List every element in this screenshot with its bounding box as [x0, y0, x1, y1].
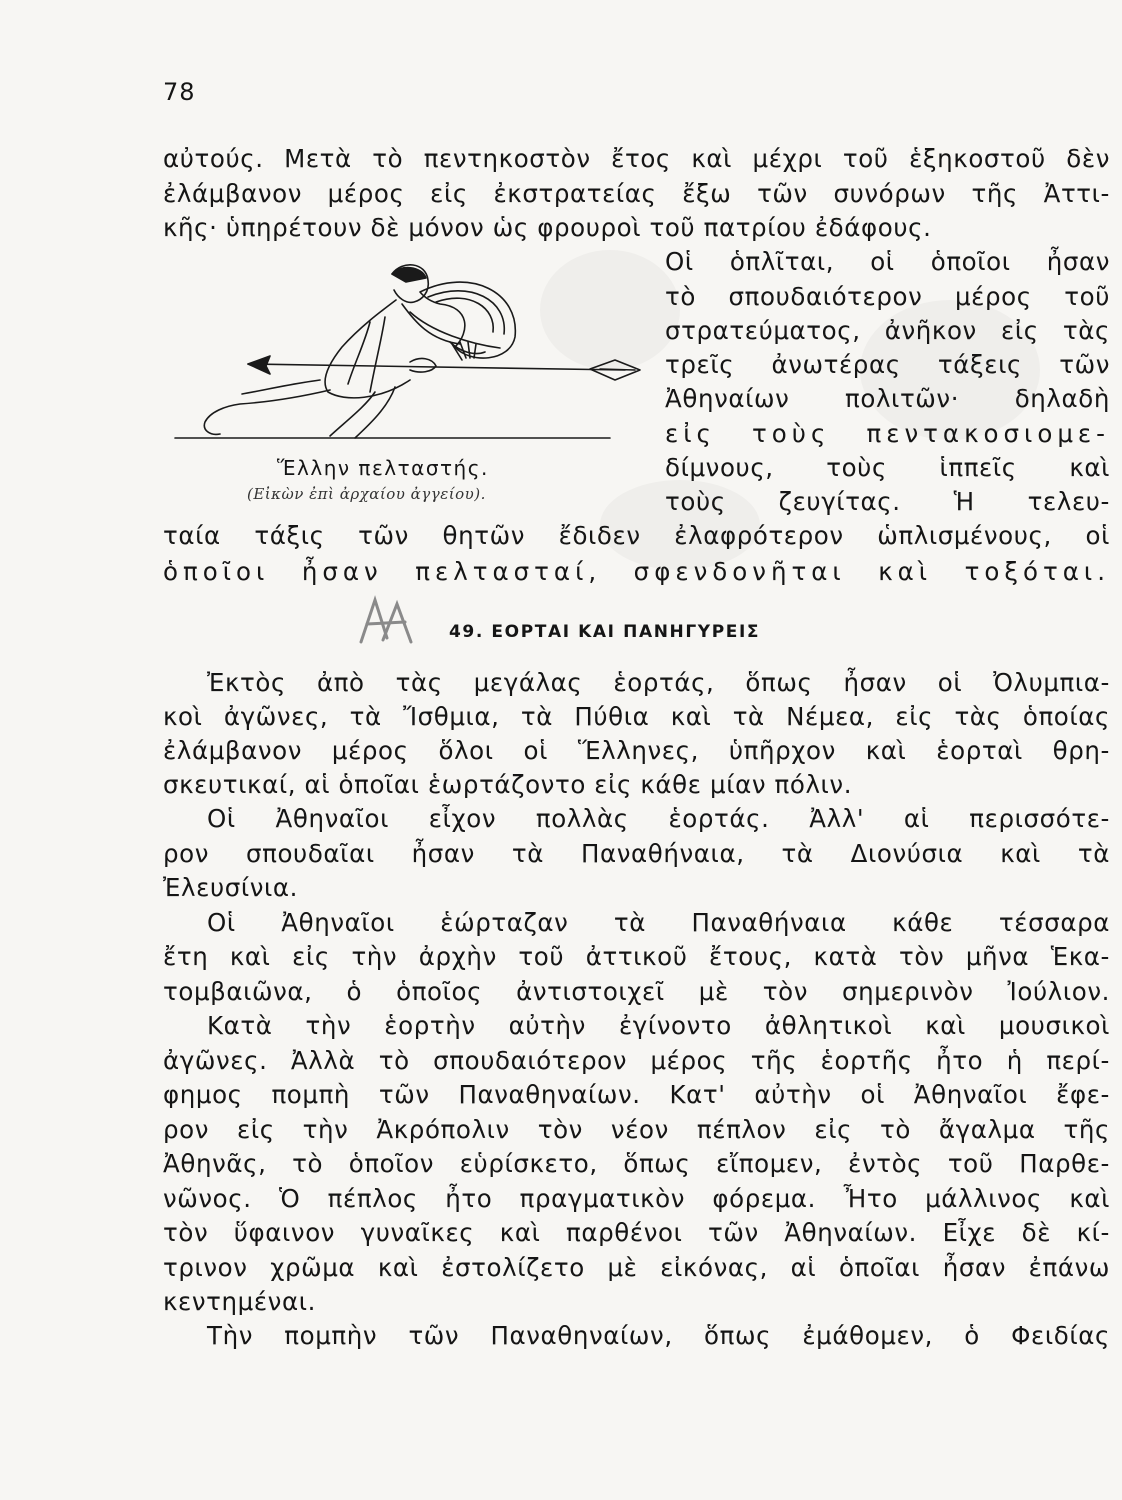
text-line: κεντημέναι.: [163, 1287, 316, 1316]
text-line: Ἀθηνᾶς, τὸ ὁποῖον εὑρίσκετο, ὅπως εἴπομεν, ἐντὸς τοῦ Παρθε-: [163, 1149, 1110, 1178]
text-line: φημος πομπὴ τῶν Παναθηναίων. Κατ' αὐτὴν οἱ Ἀθηναῖοι ἔφε-: [163, 1080, 1110, 1109]
text-line: ὁποῖοι ἦσαν πελτασταί, σφενδονῆται καὶ τοξόται.: [163, 557, 1110, 586]
side-text-line: δίμνους, τοὺς ἱππεῖς καὶ: [665, 453, 1110, 482]
side-text-line: τρεῖς ἀνωτέρας τάξεις τῶν: [665, 350, 1110, 379]
text-line: Κατὰ τὴν ἑορτὴν αὐτὴν ἐγίνοντο ἀθλητικοὶ καὶ μουσικοὶ: [207, 1011, 1110, 1040]
section-heading: 49. ΕΟΡΤΑΙ ΚΑΙ ΠΑΝΗΓΥΡΕΙΣ: [449, 622, 761, 642]
text-line: τρινον χρῶμα καὶ ἐστολίζετο μὲ εἰκόνας, αἱ ὁποῖαι ἦσαν ἐπάνω: [163, 1253, 1110, 1282]
text-line: Οἱ Ἀθηναῖοι εἶχον πολλὰς ἑορτάς. Ἀλλ' αἱ περισσότε-: [207, 804, 1110, 833]
side-text-line: Ἀθηναίων πολιτῶν· δηλαδὴ: [665, 384, 1110, 413]
side-text-line: τοὺς ζευγίτας. Ἡ τελευ-: [665, 487, 1110, 516]
text-line: Τὴν πομπὴν τῶν Παναθηναίων, ὅπως ἐμάθομεν, ὁ Φειδίας: [207, 1321, 1110, 1350]
text-line: Οἱ Ἀθηναῖοι ἑώρταζαν τὰ Παναθήναια κάθε τέσσαρα: [207, 908, 1110, 937]
text-line: νῶνος. Ὁ πέπλος ἦτο πραγματικὸν φόρεμα. Ἦτο μάλλινος καὶ: [163, 1184, 1110, 1213]
side-text-line: στρατεύματος, ἀνῆκον εἰς τὰς: [665, 316, 1110, 345]
text-line: σκευτικαί, αἱ ὁποῖαι ἑωρτάζοντο εἰς κάθε μίαν πόλιν.: [163, 770, 853, 799]
text-line: αὐτούς. Μετὰ τὸ πεντηκοστὸν ἔτος καὶ μέχρι τοῦ ἑξηκοστοῦ δὲν: [163, 144, 1110, 173]
figure-caption-source: (Εἰκὼν ἐπὶ ἀρχαίου ἀγγείου).: [247, 485, 486, 503]
text-line: ἐλάμβανον μέρος ὅλοι οἱ Ἕλληνες, ὑπῆρχον καὶ ἑορταὶ θρη-: [163, 736, 1110, 765]
text-line: ἔτη καὶ εἰς τὴν ἀρχὴν τοῦ ἀττικοῦ ἔτους, κατὰ τὸν μῆνα Ἑκα-: [163, 942, 1110, 971]
peltast-illustration: [170, 252, 650, 452]
text-line: κοὶ ἀγῶνες, τὰ Ἴσθμια, τὰ Πύθια καὶ τὰ Νέμεα, εἰς τὰς ὁποίας: [163, 702, 1110, 731]
side-text-line: εἰς τοὺς πεντακοσιομε-: [665, 419, 1110, 448]
text-line: ρον σπουδαῖαι ἦσαν τὰ Παναθήναια, τὰ Διονύσια καὶ τὰ: [163, 839, 1110, 868]
page-number: 78: [163, 78, 196, 106]
text-line: Ἐλευσίνια.: [163, 873, 299, 902]
text-line: ἀγῶνες. Ἀλλὰ τὸ σπουδαιότερον μέρος τῆς ἑορτῆς ἦτο ἡ περί-: [163, 1046, 1110, 1075]
text-line: ταία τάξις τῶν θητῶν ἔδιδεν ἐλαφρότερον ὡπλισμένους, οἱ: [163, 521, 1110, 550]
stamp-mark: [353, 592, 423, 652]
figure-caption-title: Ἕλλην πελταστής.: [277, 456, 489, 480]
side-text-line: τὸ σπουδαιότερον μέρος τοῦ: [665, 282, 1110, 311]
text-line: ἐλάμβανον μέρος εἰς ἐκστρατείας ἔξω τῶν συνόρων τῆς Ἀττι-: [163, 179, 1110, 208]
text-line: τὸν ὕφαινον γυναῖκες καὶ παρθένοι τῶν Ἀθηναίων. Εἶχε δὲ κί-: [163, 1218, 1110, 1247]
text-line: Ἐκτὸς ἀπὸ τὰς μεγάλας ἑορτάς, ὅπως ἦσαν οἱ Ὀλυμπια-: [207, 668, 1110, 697]
text-line: ρον εἰς τὴν Ἀκρόπολιν τὸν νέον πέπλον εἰς τὸ ἄγαλμα τῆς: [163, 1115, 1110, 1144]
text-line: τομβαιῶνα, ὁ ὁποῖος ἀντιστοιχεῖ μὲ τὸν σημερινὸν Ἰούλιον.: [163, 977, 1110, 1006]
side-text-line: Οἱ ὁπλῖται, οἱ ὁποῖοι ἦσαν: [665, 247, 1110, 276]
text-line: κῆς· ὑπηρέτουν δὲ μόνον ὡς φρουροὶ τοῦ πατρίου ἐδάφους.: [163, 213, 932, 242]
